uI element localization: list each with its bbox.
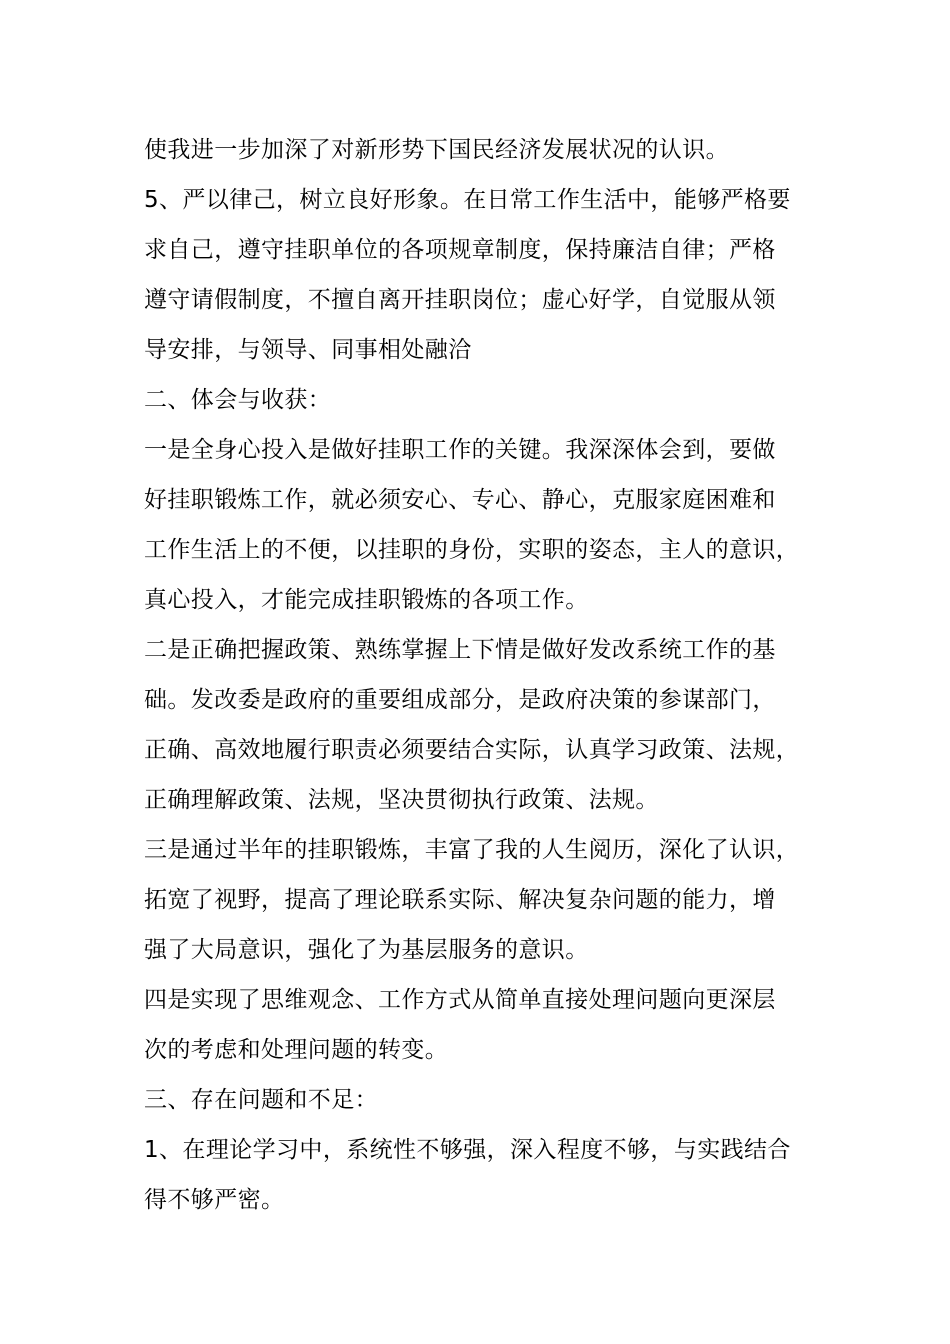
section-heading: 二、体会与收获：	[144, 387, 332, 413]
paragraph-line: 正确、高效地履行职责必须要结合实际，认真学习政策、法规，	[144, 737, 800, 763]
paragraph-line: 三是通过半年的挂职锻炼，丰富了我的人生阅历，深化了认识，	[144, 837, 800, 863]
paragraph-line: 使我进一步加深了对新形势下国民经济发展状况的认识。	[144, 137, 729, 163]
paragraph-line: 强了大局意识，强化了为基层服务的意识。	[144, 937, 589, 963]
paragraph-line: 得不够严密。	[144, 1187, 285, 1213]
paragraph-line: 遵守请假制度，不擅自离开挂职岗位；虚心好学，自觉服从领	[144, 287, 776, 313]
paragraph-line: 四是实现了思维观念、工作方式从简单直接处理问题向更深层	[144, 987, 776, 1013]
paragraph-line: 导安排，与领导、同事相处融洽	[144, 337, 472, 363]
paragraph-line: 一是全身心投入是做好挂职工作的关键。我深深体会到，要做	[144, 437, 776, 463]
paragraph-line: 好挂职锻炼工作，就必须安心、专心、静心，克服家庭困难和	[144, 487, 776, 513]
section-heading: 三、存在问题和不足：	[144, 1087, 378, 1113]
paragraph-line: 次的考虑和处理问题的转变。	[144, 1037, 449, 1063]
paragraph-line: 1、在理论学习中，系统性不够强，深入程度不够，与实践结合	[144, 1137, 791, 1163]
paragraph-line: 求自己，遵守挂职单位的各项规章制度，保持廉洁自律；严格	[144, 237, 776, 263]
document-body	[144, 125, 824, 1225]
paragraph-line: 正确理解政策、法规，坚决贯彻执行政策、法规。	[144, 787, 659, 813]
paragraph-line: 础。发改委是政府的重要组成部分，是政府决策的参谋部门，	[144, 687, 776, 713]
paragraph-line: 真心投入，才能完成挂职锻炼的各项工作。	[144, 587, 589, 613]
paragraph-line: 二是正确把握政策、熟练掌握上下情是做好发改系统工作的基	[144, 637, 776, 663]
paragraph-line: 5、严以律己，树立良好形象。在日常工作生活中，能够严格要	[144, 187, 791, 213]
paragraph-line: 工作生活上的不便，以挂职的身份，实职的姿态，主人的意识，	[144, 537, 800, 563]
paragraph-line: 拓宽了视野，提高了理论联系实际、解决复杂问题的能力，增	[144, 887, 776, 913]
